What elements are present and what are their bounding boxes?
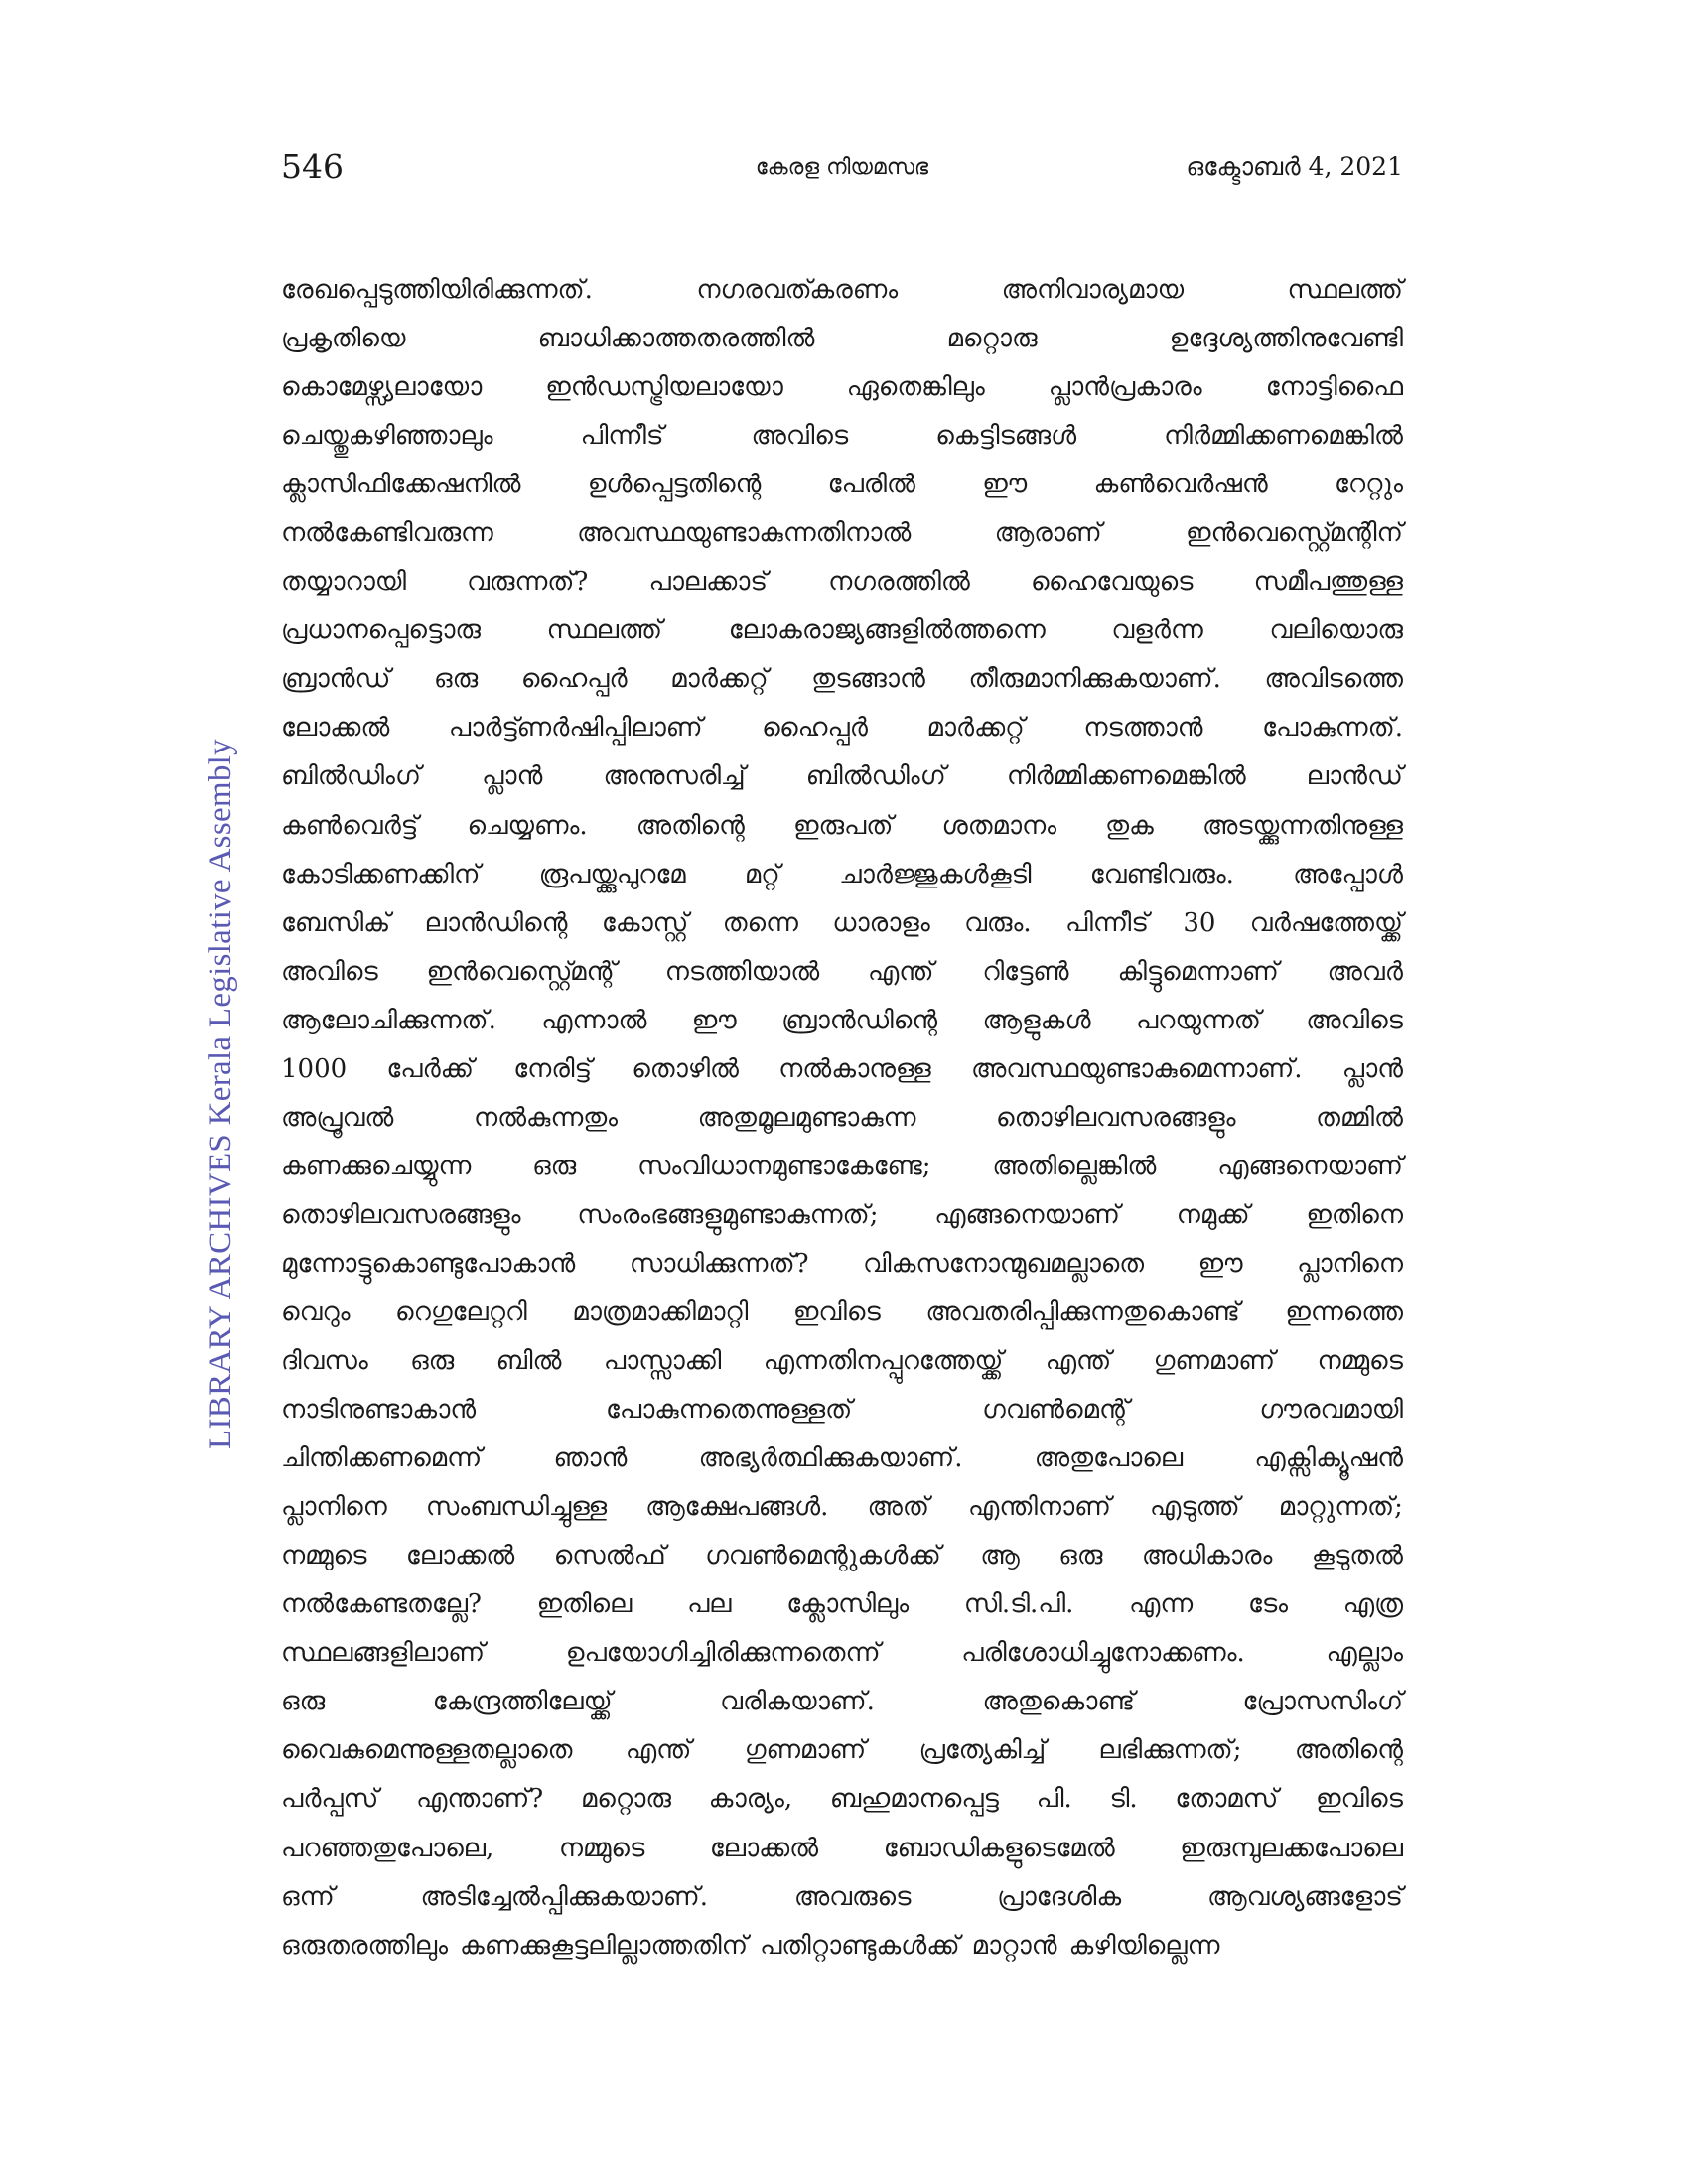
text-line: ക്ലാസിഫിക്കേഷനിൽ ഉൾപ്പെട്ടതിന്റെ പേരിൽ ഈ കൺവെർഷൻ റേറ്റും	[281, 470, 1403, 500]
page-header	[281, 147, 1403, 197]
text-line: ബിൽഡിംഗ് പ്ലാൻ അനുസരിച്ച് ബിൽഡിംഗ് നിർമ്മിക്കണമെങ്കിൽ ലാൻഡ്	[281, 761, 1403, 792]
text-line: നൽകേണ്ടിവരുന്ന അവസ്ഥയുണ്ടാകുന്നതിനാൽ ആരാണ് ഇൻവെസ്റ്റ്മെന്റിന്	[281, 518, 1403, 549]
archive-watermark: LIBRARY ARCHIVES Kerala Legislative Assembly	[203, 739, 238, 1449]
text-line: ആലോചിക്കുന്നത്. എന്നാൽ ഈ ബ്രാൻഡിന്റെ ആളുകൾ പറയുന്നത് അവിടെ	[281, 1005, 1403, 1035]
text-line: സ്ഥലങ്ങളിലാണ് ഉപയോഗിച്ചിരിക്കുന്നതെന്ന് പരിശോധിച്ചുനോക്കണം. എല്ലാം	[281, 1638, 1403, 1669]
text-line: കോടിക്കണക്കിന് രൂപയ്ക്കുപുറമേ മറ്റ് ചാർജ്ജുകൾകൂടി വേണ്ടിവരും. അപ്പോൾ	[281, 859, 1403, 889]
text-line: മുന്നോട്ടുകൊണ്ടുപോകാൻ സാധിക്കുന്നത്? വികസനോന്മുഖമല്ലാതെ ഈ പ്ലാനിനെ	[281, 1248, 1403, 1279]
text-line: 1000 പേർക്ക് നേരിട്ട് തൊഴിൽ നൽകാനുള്ള അവസ്ഥയുണ്ടാകുമെന്നാണ്. പ്ലാൻ	[281, 1053, 1403, 1084]
text-line: പറഞ്ഞതുപോലെ, നമ്മുടെ ലോക്കൽ ബോഡികളുടെമേൽ ഇരുമ്പുലക്കപോലെ	[281, 1833, 1403, 1863]
running-title: കേരള നിയമസഭ	[755, 155, 929, 180]
body-text	[281, 266, 1403, 1971]
text-line: കണക്കുചെയ്യുന്ന ഒരു സംവിധാനമുണ്ടാകേണ്ടേ; അതില്ലെങ്കിൽ എങ്ങനെയാണ്	[281, 1151, 1403, 1181]
text-line: ഒന്ന് അടിച്ചേൽപ്പിക്കുകയാണ്. അവരുടെ പ്രാദേശിക ആവശ്യങ്ങളോട്	[281, 1881, 1403, 1912]
text-line: രേഖപ്പെടുത്തിയിരിക്കുന്നത്. നഗരവത്കരണം അനിവാര്യമായ സ്ഥലത്ത്	[281, 275, 1403, 305]
text-line: ബേസിക് ലാൻഡിന്റെ കോസ്റ്റ് തന്നെ ധാരാളം വരും. പിന്നീട് 30 വർഷത്തേയ്ക്ക്	[281, 907, 1403, 938]
text-line: വൈകുമെന്നുള്ളതല്ലാതെ എന്ത് ഗുണമാണ് പ്രത്യേകിച്ച് ലഭിക്കുന്നത്; അതിന്റെ	[281, 1735, 1403, 1766]
text-line: ചിന്തിക്കണമെന്ന് ഞാൻ അഭ്യർത്ഥിക്കുകയാണ്. അതുപോലെ എക്സിക്യൂഷൻ	[281, 1443, 1403, 1474]
text-line: ചെയ്തുകഴിഞ്ഞാലും പിന്നീട് അവിടെ കെട്ടിടങ്ങൾ നിർമ്മിക്കണമെങ്കിൽ	[281, 421, 1403, 452]
text-line: ഒരു കേന്ദ്രത്തിലേയ്ക്ക് വരികയാണ്. അതുകൊണ്ട് പ്രോസസിംഗ്	[281, 1687, 1403, 1717]
text-line: ലോക്കൽ പാർട്ട്ണർഷിപ്പിലാണ് ഹൈപ്പർ മാർക്കറ്റ് നടത്താൻ പോകുന്നത്.	[281, 713, 1403, 744]
text-line: തയ്യാറായി വരുന്നത്? പാലക്കാട് നഗരത്തിൽ ഹൈവേയുടെ സമീപത്തുള്ള	[281, 567, 1403, 598]
text-line: നമ്മുടെ ലോക്കൽ സെൽഫ് ഗവൺമെന്റുകൾക്ക് ആ ഒരു അധികാരം കൂടുതൽ	[281, 1541, 1403, 1571]
text-line: അപ്രൂവൽ നൽകുന്നതും അതുമൂലമുണ്ടാകുന്ന തൊഴിലവസരങ്ങളും തമ്മിൽ	[281, 1102, 1403, 1133]
page-number: 546	[281, 147, 344, 186]
text-line: കൊമേഴ്സ്യലായോ ഇൻഡസ്ട്രിയലായോ ഏതെങ്കിലും പ്ലാൻപ്രകാരം നോട്ടിഫൈ	[281, 372, 1403, 403]
running-date: ഒക്ടോബർ 4, 2021	[1186, 152, 1403, 181]
text-line: ബ്രാൻഡ് ഒരു ഹൈപ്പർ മാർക്കറ്റ് തുടങ്ങാൻ തീരുമാനിക്കുകയാണ്. അവിടത്തെ	[281, 664, 1403, 695]
text-line: പ്രകൃതിയെ ബാധിക്കാത്തതരത്തിൽ മറ്റൊരു ഉദ്ദേശ്യത്തിനുവേണ്ടി	[281, 324, 1403, 354]
text-line: നൽകേണ്ടതല്ലേ? ഇതിലെ പല ക്ലോസിലും സി.ടി.പി. എന്ന ടേം എത്ര	[281, 1589, 1403, 1620]
text-line: പ്ലാനിനെ സംബന്ധിച്ചുള്ള ആക്ഷേപങ്ങൾ. അത് എന്തിനാണ് എടുത്ത് മാറ്റുന്നത്;	[281, 1492, 1403, 1523]
text-line: പ്രധാനപ്പെട്ടൊരു സ്ഥലത്ത് ലോകരാജ്യങ്ങളിൽത്തന്നെ വളർന്ന വലിയൊരു	[281, 615, 1403, 646]
text-line: നാടിനുണ്ടാകാൻ പോകുന്നതെന്നുള്ളത് ഗവൺമെന്റ് ഗൗരവമായി	[281, 1395, 1403, 1426]
text-line: ദിവസം ഒരു ബിൽ പാസ്സാക്കി എന്നതിനപ്പുറത്തേയ്ക്ക് എന്ത് ഗുണമാണ് നമ്മുടെ	[281, 1346, 1403, 1377]
text-line: കൺവെർട്ട് ചെയ്യണം. അതിന്റെ ഇരുപത് ശതമാനം തുക അടയ്ക്കുന്നതിനുള്ള	[281, 810, 1403, 841]
text-line: പർപ്പസ് എന്താണ്? മറ്റൊരു കാര്യം, ബഹുമാനപ്പെട്ട പി. ടി. തോമസ് ഇവിടെ	[281, 1784, 1403, 1815]
text-line: ഒരുതരത്തിലും കണക്കുകൂട്ടലില്ലാത്തതിന് പതിറ്റാണ്ടുകൾക്ക് മാറ്റാൻ കഴിയില്ലെന്ന	[281, 1930, 1220, 1961]
text-line: വെറും റെഗുലേറ്ററി മാത്രമാക്കിമാറ്റി ഇവിടെ അവതരിപ്പിക്കുന്നതുകൊണ്ട് ഇന്നത്തെ	[281, 1297, 1403, 1327]
text-line: അവിടെ ഇൻവെസ്റ്റ്മെന്റ് നടത്തിയാൽ എന്ത് റിട്ടേൺ കിട്ടുമെന്നാണ് അവർ	[281, 956, 1403, 987]
text-line: തൊഴിലവസരങ്ങളും സംരംഭങ്ങളുമുണ്ടാകുന്നത്; എങ്ങനെയാണ് നമുക്ക് ഇതിനെ	[281, 1199, 1403, 1230]
